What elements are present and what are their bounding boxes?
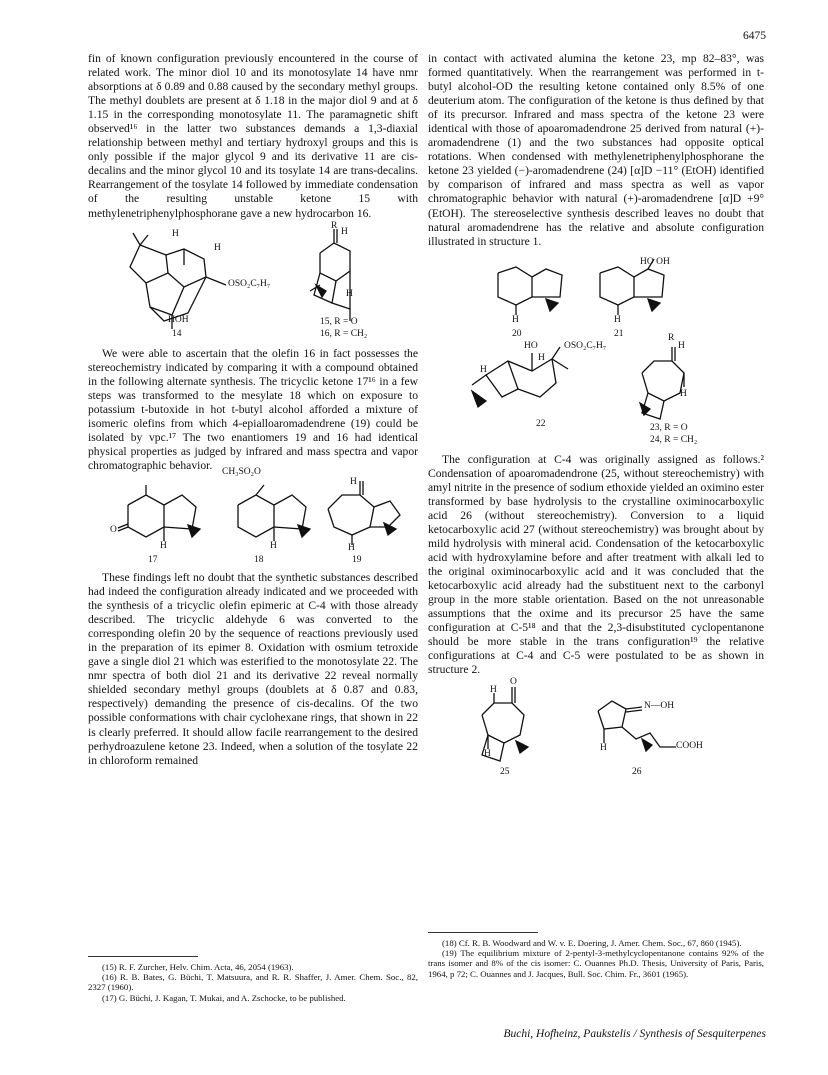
label-ho: HO (524, 340, 538, 351)
label-cooh: COOH (676, 741, 703, 752)
left-paragraph-3: These findings left no doubt that the synthetic substances described had indeed the configuration already indicated and we proceeded with the synthesis of a tricyclic olefin epimeric at C-4 with those already described. The tricyclic aldehyde 6 was converted to the corresponding olefin 20 by the sequence of reactions previously used in the preparation of its epimer 8. Oxidation with osmium tetroxide gave a single diol 21 which was esterified to the monotosylate 22. The nmr spectra of both diol 21 and its derivative 22 reveal normally shielded secondary methyl groups (doublets at δ 0.87 and 0.83, respectively) demanding the presence of cis-decalins. Of the two possible conformations with chair cyclohexane rings, that shown in 22 is clearly preferred. It should allow facile rearrangement to the desired perhydroazulene ketone 23. Indeed, when a solution of the tosylate 22 in chloroform remained (88, 570, 418, 767)
label-n-oh: N—OH (644, 701, 675, 712)
label-h: H (214, 242, 221, 253)
left-footnotes (88, 962, 418, 1003)
footnote-16: (16) R. B. Bates, G. Büchi, T. Matsuura, and R. R. Shaffer, J. Amer. Chem. Soc., 82, 2327 (1960). (88, 972, 418, 993)
structure-17-18-19-drawing (88, 477, 418, 567)
running-footer: Buchi, Hofheinz, Paukstelis / Synthesis of Sesquiterpenes (503, 1028, 766, 1040)
footnote-18: (18) Cf. R. B. Woodward and W. v. E. Doering, J. Amer. Chem. Soc., 67, 860 (1945). (442, 938, 742, 948)
left-paragraph-2: We were able to ascertain that the olefin 16 in fact possesses the stereochemistry indicated by comparing it with a compound obtained in the following alternate synthesis. The tricyclic ketone 17¹⁶ in a few steps was transformed to the mesylate 18 which on exposure to potassium t-butoxide in hot t-butyl alcohol afforded a mixture of isomeric olefins from which 4-epialloaromadendrene (19) could be isolated by vpc.¹⁷ The two enantiomers 19 and 16 had identical physical properties as judged by infrared and mass spectra and vapor chromatographic behavior. (88, 346, 418, 472)
label-h: H (512, 314, 519, 325)
figure-20-to-24 (428, 253, 764, 449)
label-o: O (510, 677, 517, 688)
compound-label-15: 15, R = O (320, 316, 358, 327)
compound-number-19: 19 (352, 554, 362, 565)
footnote-rule (428, 932, 538, 933)
figure-25-26 (428, 677, 764, 781)
label-h: H (160, 540, 167, 551)
compound-label-16: 16, R = CH₂ (320, 328, 368, 339)
label-h: H (270, 540, 277, 551)
label-h: H (346, 288, 353, 299)
footnote-19: (19) The equilibrium mixture of 2-pentyl-3-methylcyclopentanone contains 92% of the trans isomer and 8% of the cis isomer: C. Ouannes Ph.D. Thesis, University of Paris, Paris, 1964, p 72; C. Ouannes and J. Jacques, Bull. Soc. Chim. Fr., 3601 (1965). (428, 948, 764, 979)
right-footnotes (428, 938, 764, 979)
label-ho-oh: HO OH (640, 256, 670, 267)
label-h: H (341, 226, 348, 237)
label-h: H (350, 476, 357, 487)
label-h: H (480, 364, 487, 375)
label-r: R (331, 220, 338, 231)
compound-number-20: 20 (512, 328, 522, 339)
right-paragraph-1: in contact with activated alumina the ketone 23, mp 82–83°, was formed quantitatively. When the rearrangement was performed in t-butyl alcohol-OD the resulting ketone contained only 8.5% of one deuterium atom. The configuration of the ketone is thus defined by that of its precursor. Infrared and mass spectra of the ketone 23 were identical with those of apoaromadendrone 25 derived from natural (+)-aromadendrene (1) and the two substances had opposite optical rotations. When condensed with methylenetriphenylphosphorane the ketone 23 yielded (−)-aromadendrene (24) [α]D −11° (EtOH) identified by comparison of infrared and mass spectra as well as vapor chromatographic behavior with natural (+)-aromadendrene [α]D +9° (EtOH). The stereoselective synthesis described leaves no doubt that natural aromadendrene has the relative and absolute configuration illustrated in structure 1. (428, 52, 764, 248)
right-column (428, 52, 764, 979)
label-ch3so2o: CH₃SO₂O (222, 466, 261, 477)
compound-number-22: 22 (536, 418, 546, 429)
label-oso2c7h7: OSO₂C₇H₇ (564, 340, 607, 351)
compound-label-24: 24, R = CH₂ (650, 434, 698, 445)
label-h: H (678, 340, 685, 351)
label-h: H (680, 388, 687, 399)
label-hoh: HOH (168, 314, 189, 325)
structure-20-to-24-drawing (428, 253, 764, 449)
left-paragraph-1: fin of known configuration previously encountered in the course of related work. The minor diol 10 and its monotosylate 14 have nmr absorptions at δ 0.89 and 0.88 caused by the secondary methyl groups. The methyl doublets are present at δ 1.18 in the major diol 9 and at δ 1.15 in the corresponding monotosylate 11. The paramagnetic shift observed¹⁶ in the latter two substances demands a 1,3-diaxial relationship between methyl and tertiary hydroxyl groups and this is only possible if the major glycol 9 and its derivative 11 are cis-decalins and the minor glycol 10 and its tosylate 14 are trans-decalins. Rearrangement of the tosylate 14 followed by immediate condensation of the resulting unstable ketone 15 with methylenetriphenylphosphorane gave a new hydrocarbon 16. (88, 52, 418, 220)
left-column (88, 52, 418, 1003)
label-r: R (668, 332, 675, 343)
compound-number-26: 26 (632, 767, 642, 778)
compound-number-18: 18 (254, 554, 264, 565)
label-h: H (348, 542, 355, 553)
right-paragraph-2: The configuration at C-4 was originally assigned as follows.² Condensation of apoaromadendrone (25, without stereochemistry) with amyl nitrite in the presence of sodium ethoxide yielded an oximino ester transformed by base hydrolysis to the crystalline oximinocarboxylic acid 26 (without stereochemistry). Conversion to a liquid ketocarboxylic acid 27 (without stereochemistry) was brought about by mild hydrolysis with mineral acid. Condensation of the ketocarboxylic acid with hydroxylamine before and after treatment with alkali led to the original oximinocarboxylic acid and it was concluded that the ketocarboxylic acid already had the substituent next to the carbonyl group in the more stable orientation. Based on the not unreasonable assumptions that the oxime and its precursor 25 have the same configuration at C-5¹⁸ and that the 2,3-disubstituted cyclopentanone should be more stable in the trans configuration¹⁹ the relative configurations at C-4 and C-5 were postulated to be as shown in structure 2. (428, 452, 764, 677)
label-h: H (600, 743, 607, 754)
compound-number-25: 25 (500, 767, 510, 778)
label-oso2c7h7: OSO₂C₇H₇ (228, 278, 271, 289)
compound-number-17: 17 (148, 554, 158, 565)
label-h: H (172, 228, 179, 239)
compound-number-14: 14 (172, 328, 182, 339)
page-number: 6475 (743, 30, 766, 42)
footnote-17: (17) G. Büchi, J. Kagan, T. Mukai, and A. Zschocke, to be published. (102, 992, 346, 1003)
label-h: H (484, 749, 491, 760)
label-h: H (490, 685, 497, 696)
label-h: H (614, 314, 621, 325)
compound-label-23: 23, R = O (650, 422, 688, 433)
compound-number-21: 21 (614, 328, 624, 339)
footnote-rule (88, 956, 198, 957)
label-h: H (538, 352, 545, 363)
footnote-15: (15) R. F. Zurcher, Helv. Chim. Acta, 46, 2054 (1963). (102, 962, 294, 972)
structure-25-26-drawing (428, 681, 764, 781)
figure-17-18-19 (88, 466, 418, 567)
figure-14-15-16 (88, 220, 418, 343)
label-o: O (110, 524, 117, 535)
